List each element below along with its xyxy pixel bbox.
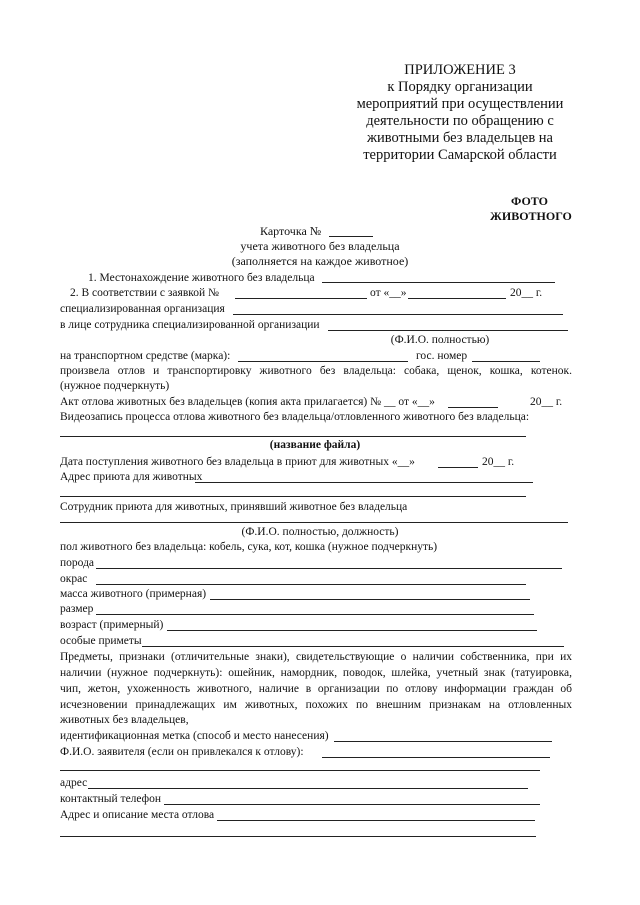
location-label: 1. Местонахождение животного без владельца [88, 272, 315, 284]
appendix-number: ПРИЛОЖЕНИЕ 3 [404, 62, 516, 78]
request-from: от «__» [370, 287, 407, 299]
address-label: адрес [60, 777, 88, 789]
id-mark-line[interactable] [334, 741, 552, 742]
appendix-line-1: к Порядку организации [387, 79, 533, 95]
address-line[interactable] [88, 788, 528, 789]
phone-line[interactable] [164, 804, 540, 805]
request-label: 2. В соответствии с заявкой № [70, 287, 220, 299]
color-label: окрас [60, 573, 88, 585]
file-caption: (название файла) [269, 439, 361, 451]
card-subtitle: учета животного без владельца [240, 239, 400, 253]
act-year: 20__ г. [530, 396, 563, 408]
place-line-1[interactable] [217, 820, 535, 821]
size-label: размер [60, 603, 94, 615]
place-line-2[interactable] [60, 836, 536, 837]
appendix-line-2: мероприятий при осуществлении [356, 96, 564, 112]
org-label: специализированная организация [60, 303, 225, 315]
arrival-date-line[interactable] [438, 467, 478, 468]
card-title: Карточка № [260, 224, 322, 238]
color-line[interactable] [96, 584, 526, 585]
card-number-line[interactable] [329, 236, 373, 237]
act-label: Акт отлова животных без владельцев (копия акта прилагается) № __ от «__» [60, 396, 435, 408]
appendix-line-5: территории Самарской области [363, 147, 557, 163]
size-line[interactable] [96, 614, 534, 615]
request-year: 20__ г. [510, 287, 543, 299]
applicant-line-1[interactable] [322, 757, 550, 758]
phone-label: контактный телефон [60, 793, 162, 805]
shelter-employee-line[interactable] [60, 522, 568, 523]
photo-label-2: ЖИВОТНОГО [490, 209, 572, 223]
shelter-address-label: Адрес приюта для животных [60, 471, 203, 483]
weight-label: масса животного (примерная) [60, 588, 207, 600]
request-date-line[interactable] [408, 298, 506, 299]
vehicle-line[interactable] [238, 361, 408, 362]
shelter-address-line-1[interactable] [195, 482, 533, 483]
card-note: (заполняется на каждое животное) [231, 254, 409, 268]
gos-nomer-label: гос. номер [416, 350, 468, 362]
captured-text: произвела отлов и транспортировку животного без владельца: собака, щенок, кошка, котенок. [60, 365, 572, 377]
age-line[interactable] [167, 630, 537, 631]
items-para-3: чип, жетон, ухоженность животного, наличие в организации по отлову информации граждан об [60, 683, 572, 695]
arrival-label: Дата поступления животного без владельца в приют для животных «__» [60, 456, 415, 468]
sex-label: пол животного без владельца: кобель, сука, кот, кошка (нужное подчеркнуть) [60, 541, 438, 553]
appendix-line-3: деятельности по обращению с [366, 113, 554, 129]
fio-position-caption: (Ф.И.О. полностью, должность) [241, 526, 399, 538]
request-number-line[interactable] [235, 298, 367, 299]
items-para-1: Предметы, признаки (отличительные знаки), свидетельствующие о наличии собственника, при их [60, 651, 572, 663]
employee-label: в лице сотрудника специализированной организации [60, 319, 320, 331]
features-line[interactable] [142, 646, 564, 647]
features-label: особые приметы [60, 635, 142, 647]
fio-caption: (Ф.И.О. полностью) [390, 334, 490, 346]
video-line[interactable] [60, 436, 526, 437]
applicant-line-2[interactable] [60, 770, 540, 771]
breed-label: порода [60, 557, 95, 569]
video-label: Видеозапись процесса отлова животного без владельца/отловленного животного без владельца: [60, 411, 530, 423]
photo-label-1: ФОТО [511, 194, 548, 208]
act-date-line[interactable] [448, 407, 498, 408]
underline-note: (нужное подчеркнуть) [60, 380, 170, 392]
vehicle-label: на транспортном средстве (марка): [60, 350, 231, 362]
weight-line[interactable] [210, 599, 530, 600]
applicant-label: Ф.И.О. заявителя (если он привлекался к отлову): [60, 746, 304, 758]
place-label: Адрес и описание места отлова [60, 809, 215, 821]
gos-nomer-line[interactable] [472, 361, 540, 362]
org-line[interactable] [233, 314, 563, 315]
breed-line[interactable] [96, 568, 562, 569]
id-mark-label: идентификационная метка (способ и место нанесения) [60, 730, 329, 742]
shelter-employee-label: Сотрудник приюта для животных, принявший животное без владельца [60, 501, 408, 513]
employee-line[interactable] [328, 330, 568, 331]
appendix-line-4: животными без владельцев на [367, 130, 553, 146]
items-para-4: исчезновении принадлежащих им животных, похожих по внешним признакам на отловленных [60, 699, 572, 711]
location-line[interactable] [322, 282, 555, 283]
shelter-address-line-2[interactable] [60, 496, 526, 497]
arrival-year: 20__ г. [482, 456, 515, 468]
items-para-5: животных без владельцев, [60, 714, 189, 726]
items-para-2: наличии (нужное подчеркнуть): ошейник, намордник, поводок, шлейка, учетный знак (татуировка, [60, 667, 572, 679]
age-label: возраст (примерный) [60, 619, 164, 631]
